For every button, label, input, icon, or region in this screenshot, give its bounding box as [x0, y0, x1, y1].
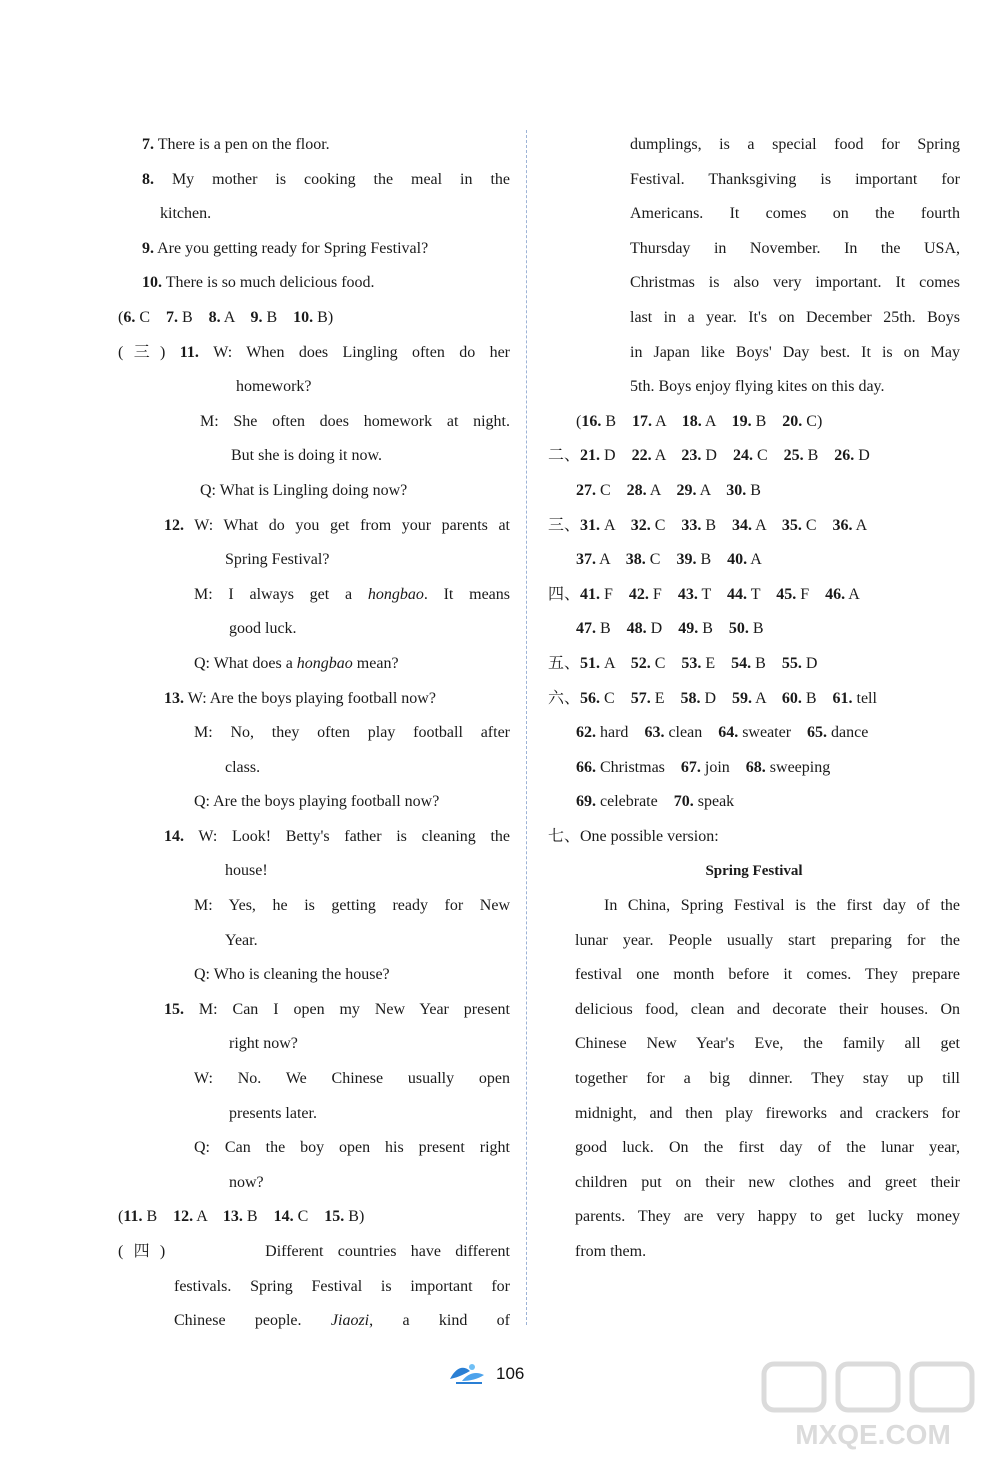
left-line: M: Yes, he is getting ready for New: [194, 897, 510, 915]
right-line: 62. hard 63. clean 64. sweater 65. dance: [576, 724, 869, 742]
right-line: last in a year. It's on December 25th. Boys: [630, 308, 960, 326]
page-number: 106: [496, 1364, 525, 1383]
leaf-ornament-icon: [448, 1361, 488, 1387]
left-line: Q: What is Lingling doing now?: [200, 481, 408, 499]
right-line: 47. B 48. D 49. B 50. B: [576, 620, 764, 638]
left-line: Q: Can the boy open his present right: [194, 1139, 510, 1157]
right-line: 37. A 38. C 39. B 40. A: [576, 551, 762, 569]
right-line: lunar year. People usually start preparing for the: [575, 931, 960, 949]
right-line: midnight, and then play fireworks and crackers for: [575, 1104, 960, 1122]
right-line: Spring Festival: [705, 863, 803, 880]
right-line: (16. B 17. A 18. A 19. B 20. C): [576, 412, 823, 430]
left-line: 13. W: Are the boys playing football now?: [164, 689, 436, 707]
right-line: 五、51. A 52. C 53. E 54. B 55. D: [548, 654, 818, 672]
left-line: Q: What does a hongbao mean?: [194, 654, 399, 672]
left-line: (四) Different countries have different: [118, 1243, 510, 1260]
right-line: 六、56. C 57. E 58. D 59. A 60. B 61. tell: [548, 689, 877, 707]
right-column: [548, 128, 960, 1270]
left-line: M: No, they often play football after: [194, 724, 510, 742]
left-line: M: She often does homework at night.: [200, 412, 510, 430]
right-line: Thursday in November. In the USA,: [630, 239, 960, 257]
left-line: (11. B 12. A 13. B 14. C 15. B): [118, 1208, 365, 1226]
left-line: Q: Are the boys playing football now?: [194, 793, 440, 811]
left-line: (三) 11. W: When does Lingling often do her: [118, 343, 510, 361]
right-line: delicious food, clean and decorate their houses. On: [575, 1000, 960, 1018]
left-line: 9. Are you getting ready for Spring Festival?: [142, 239, 429, 257]
left-line: Q: Who is cleaning the house?: [194, 966, 390, 984]
left-line: good luck.: [229, 620, 297, 638]
right-line: In China, Spring Festival is the first day of the: [604, 897, 960, 915]
left-line: M: I always get a hongbao. It means: [194, 585, 510, 603]
right-line: good luck. On the first day of the lunar year,: [575, 1139, 960, 1157]
watermark-text: MXQE.COM: [795, 1419, 951, 1450]
right-line: 三、31. A 32. C 33. B 34. A 35. C 36. A: [548, 516, 868, 534]
right-line: Americans. It comes on the fourth: [630, 205, 960, 223]
right-line: in Japan like Boys' Day best. It is on May: [630, 343, 960, 361]
left-line: 10. There is so much delicious food.: [142, 274, 375, 292]
right-line: Festival. Thanksgiving is important for: [630, 170, 960, 188]
left-line: 12. W: What do you get from your parents at: [164, 516, 510, 534]
left-line: kitchen.: [160, 205, 212, 223]
left-line: festivals. Spring Festival is important for: [174, 1277, 510, 1295]
right-line: Chinese New Year's Eve, the family all get: [575, 1035, 960, 1053]
right-line: dumplings, is a special food for Spring: [630, 136, 960, 153]
right-line: festival one month before it comes. They prepare: [575, 966, 960, 984]
left-line: homework?: [236, 378, 312, 396]
right-line: 四、41. F 42. F 43. T 44. T 45. F 46. A: [548, 585, 860, 603]
right-line: from them.: [575, 1243, 647, 1260]
right-line: parents. They are very happy to get lucky money: [575, 1208, 960, 1226]
left-line: Chinese people. Jiaozi, a kind of: [174, 1312, 510, 1330]
left-line: 14. W: Look! Betty's father is cleaning the: [164, 827, 510, 845]
left-line: 15. M: Can I open my New Year present: [164, 1000, 510, 1018]
right-line: 5th. Boys enjoy flying kites on this day.: [630, 378, 885, 396]
right-line: Christmas is also very important. It comes: [630, 274, 960, 292]
right-line: 七、One possible version:: [548, 827, 719, 845]
left-line: Year.: [225, 931, 258, 949]
watermark-logo: [758, 1358, 988, 1453]
left-line: right now?: [229, 1035, 298, 1053]
left-column: [118, 128, 510, 1339]
right-line: 66. Christmas 67. join 68. sweeping: [576, 758, 831, 776]
right-line: children put on their new clothes and greet their: [575, 1173, 960, 1191]
right-line: 69. celebrate 70. speak: [576, 793, 735, 811]
left-line: 7. There is a pen on the floor.: [142, 136, 330, 153]
left-line: (6. C 7. B 8. A 9. B 10. B): [118, 308, 334, 326]
left-line: But she is doing it now.: [231, 447, 382, 465]
left-line: class.: [225, 758, 261, 776]
page-footer: [448, 1354, 524, 1394]
right-line: together for a big dinner. They stay up till: [575, 1070, 960, 1088]
column-divider: [526, 130, 527, 1325]
left-line: 8. My mother is cooking the meal in the: [142, 170, 510, 188]
left-line: Spring Festival?: [225, 551, 330, 569]
left-line: presents later.: [229, 1104, 317, 1122]
right-line: 27. C 28. A 29. A 30. B: [576, 481, 761, 499]
right-line: 二、21. D 22. A 23. D 24. C 25. B 26. D: [548, 447, 870, 465]
left-line: W: No. We Chinese usually open: [194, 1070, 510, 1088]
left-line: house!: [225, 862, 268, 880]
left-line: now?: [229, 1173, 264, 1191]
